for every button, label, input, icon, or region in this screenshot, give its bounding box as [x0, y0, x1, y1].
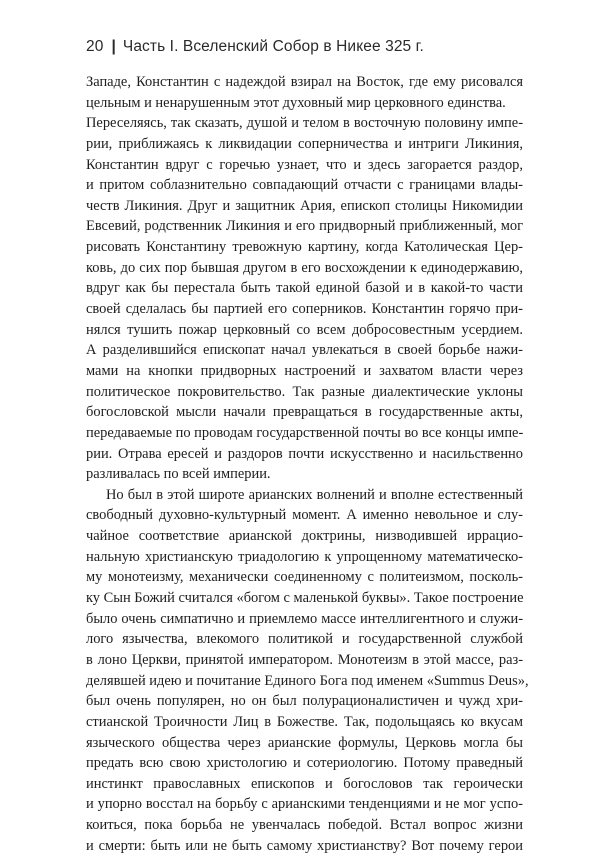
text-line: в лоно Церкви, принятой императором. Монотеизм в этой массе, раз-	[86, 651, 523, 668]
text-line: му монотеизму, механически соединенному с политеизмом, посколь-	[86, 569, 523, 586]
body-text	[86, 72, 529, 856]
text-line: и упорно восстал на борьбу с арианскими тенденциями и не мог успо-	[86, 796, 523, 813]
text-line: было очень симпатично и приемлемо массе интеллигентного и служи-	[86, 610, 523, 627]
text-line: чайное соответствие арианской доктрины, низводившей иррацио-	[86, 528, 523, 545]
text-line: рисовать Константину тревожную картину, когда Католическая Цер-	[86, 239, 523, 256]
text-line: предать всю свою христологию и сотериологию. Потому праведный	[86, 755, 523, 772]
text-line: Западе, Константин с надеждой взирал на Восток, где ему рисовался	[86, 74, 523, 90]
text-line: лого язычества, влекомого политикой и государственной службой	[86, 631, 523, 648]
text-line: честв Ликиния. Друг и защитник Ария, епископ столицы Никомидии	[86, 197, 523, 214]
text-line: Но был в этой широте арианских волнений и вполне естественный	[106, 486, 523, 503]
text-line: рии. Отрава ересей и раздоров почти искусственно и насильственно	[86, 445, 523, 462]
text-line: Евсевий, родственник Ликиния и его придворный приближенный, мог	[86, 218, 523, 235]
paragraph-3	[86, 485, 529, 856]
text-line: мами на кнопки придворных настроений и захватом власти через	[86, 362, 523, 379]
text-line: был очень популярен, но он был полурационалистичен и чужд хри-	[86, 693, 523, 710]
text-line: нялся тушить пожар церковный со всем добросовестным усердием.	[86, 321, 523, 338]
text-line: и притом соблазнительно совпадающий отчасти с границами влады-	[86, 177, 523, 194]
text-line: нальную христианскую триадологию к упрощенному математическо-	[86, 548, 523, 565]
text-line: коиться, пока борьба не увенчалась победой. Встал вопрос жизни	[86, 817, 523, 834]
paragraph-1	[86, 72, 523, 113]
text-line: политическое покровительство. Так разные диалектические уклоны	[86, 383, 523, 400]
chapter-title: Часть I. Вселенский Собор в Никее 325 г.	[122, 38, 424, 55]
paragraph-2	[86, 113, 523, 485]
text-line: цельным и ненарушенным этот духовный мир церковного единства.	[86, 94, 506, 111]
text-line: свободный духовно-культурный момент. А именно невольное и слу-	[86, 507, 523, 524]
text-line: языческого общества через арианские формулы, Церковь могла бы	[86, 734, 523, 751]
text-line: своей сделалась бы партией его соперников. Константин горячо при-	[86, 301, 523, 318]
text-line: Переселяясь, так сказать, душой и телом в восточную половину импе-	[86, 115, 523, 132]
text-line: богословской мысли начали превращаться в государственные акты,	[86, 404, 523, 421]
page-number: 20	[86, 38, 104, 55]
running-head	[86, 36, 424, 58]
text-line: А разделившийся епископат начал увлекаться в своей борьбе нажи-	[86, 342, 523, 359]
text-line: разливалась по всей империи.	[86, 466, 271, 483]
text-line: ковь, до сих пор бывшая другом в его восхождении к единодержавию,	[86, 259, 523, 276]
text-line: передаваемые по проводам государственной почты во все концы импе-	[86, 424, 524, 441]
text-line: рии, приближаясь к ликвидации соперничества и интриги Ликиния,	[86, 135, 523, 152]
text-line: делявшей идею и почитание Единого Бога под именем «Summus Deus»,	[86, 672, 529, 689]
text-line: стианской Троичности Лиц в Божестве. Так, подольщаясь ко вкусам	[86, 713, 523, 730]
text-line: и смерти: быть или не быть самому христианству? Вот почему герои	[86, 837, 523, 854]
text-line: вдруг как бы перестала быть такой единой базой и в какой-то части	[86, 280, 523, 297]
text-line: ку Сын Божий считался «богом с маленькой буквы». Такое построение	[86, 590, 524, 607]
header-separator: |	[111, 38, 116, 55]
text-line: Константин вдруг с горечью узнает, что и здесь загорается раздор,	[86, 156, 523, 173]
text-line: инстинкт православных епископов и богословов так героически	[86, 775, 523, 792]
